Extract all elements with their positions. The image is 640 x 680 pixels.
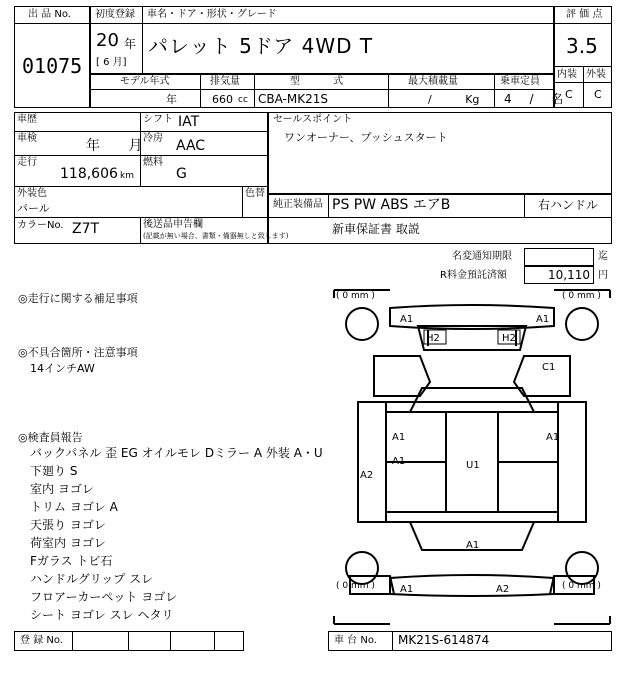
color-no-label: カラーNo. [17,220,64,231]
recycle-unit: 円 [598,270,608,281]
equipment: PS PW ABS エアB [332,197,451,213]
tire-label-rr: ( 0 mm ) [562,581,601,591]
car-damage-diagram [330,286,614,628]
inspector-line: 荷室内 ヨゴレ [30,536,106,550]
defects-label: ◎不具合箇所・注意事項 [18,346,138,359]
recycle-label: R料金預託済額 [440,270,507,281]
displacement-label: 排気量 [210,76,240,87]
exterior-label: 外装 [586,69,606,80]
name-change-unit: 迄 [598,251,608,262]
first-reg-year-unit: 年 [124,37,137,51]
inspector-label: ◎検査員報告 [18,431,83,444]
max-load-unit: / Kg [428,93,480,106]
inspector-line: シート ヨゴレ スレ ヘタリ [30,608,174,622]
shift: IAT [178,114,200,130]
history-label: 車歴 [17,114,37,125]
inspector-line: フロアーカーペット ヨゴレ [30,590,178,604]
mileage: 118,606 [60,166,118,182]
mark-rear-bumper-left: A1 [400,584,414,595]
tire-label-fl: ( 0 mm ) [336,291,375,301]
ac: AAC [176,138,206,154]
score-label: 評 価 点 [566,9,603,20]
chassis-no: MK21S-614874 [398,633,490,647]
mark-front-bumper-left: A1 [400,314,414,325]
mark-roof: U1 [466,460,480,471]
mark-headlight-left: H2 [426,333,440,344]
ac-label: 冷房 [143,133,163,144]
capacity-label: 乗車定員 [500,76,540,87]
lot-no: 01075 [22,54,83,78]
handle: 右ハンドル [538,198,599,212]
displacement: 660 [212,93,233,106]
inspector-line: バックパネル 歪 EG オイルモレ Dミラー A 外装 A・U [30,446,323,460]
mileage-label: 走行 [17,157,37,168]
recycle-value: 10,110 [548,268,590,282]
mark-left-front-door: A1 [392,432,406,443]
inspection-label: 車検 [17,133,37,144]
inspector-line: トリム ヨゴレ A [30,500,118,514]
mark-front-bumper-right: A1 [536,314,550,325]
tire-front-right [566,308,598,340]
mark-left-rear-door: A1 [392,456,406,467]
shift-label: シフト [143,114,173,125]
inspector-line: ハンドルグリップ スレ [30,572,154,586]
mark-right-front-door: A1 [546,432,560,443]
interior-grade: C [565,88,573,101]
mark-rear-bumper-right: A2 [496,584,510,595]
model-type: CBA-MK21S [258,92,328,106]
name-change-value [524,248,594,266]
post-docs-label: 後送品申告欄 [143,219,203,230]
exterior-color-label: 外装色 [17,188,47,199]
tire-front-left [346,308,378,340]
exterior-color: パール [17,202,50,215]
mark-right-fender: C1 [542,362,556,373]
exterior-grade: C [594,88,602,101]
first-reg-month: [ 6 月] [96,57,127,68]
sales-point: ワンオーナー、プッシュスタート [284,131,448,144]
car-name: パレット 5ドア 4WD T [148,34,374,58]
bracket-bottom-left [334,616,390,624]
equipment-label: 純正装備品 [273,199,323,210]
score: 3.5 [566,34,598,58]
defects: 14インチAW [30,362,95,375]
displacement-unit: cc [238,95,248,105]
interior-label: 内装 [557,69,577,80]
car-name-label: 車名・ドア・形状・グレード [147,9,277,20]
color-no: Z7T [72,221,100,237]
mark-rear-glass: A1 [466,540,480,551]
capacity: 4 / 名 [504,92,564,106]
model-year-label: モデル年式 [120,76,170,87]
inspector-line: 天張り ヨゴレ [30,518,106,532]
mileage-unit: km [120,171,134,181]
chassis-label: 車 台 No. [334,635,377,646]
tire-label-fr: ( 0 mm ) [562,291,601,301]
reg-no-label: 登 録 No. [20,635,63,646]
type-label: 型 式 [290,76,344,87]
bracket-bottom-right [554,616,610,624]
color-change-label: 色替 [245,188,265,199]
fuel: G [176,166,187,182]
sales-point-label: セールスポイント [273,114,353,125]
inspector-line: 室内 ヨゴレ [30,482,94,496]
mark-headlight-right: H2 [502,333,516,344]
rear-bumper-outline [390,575,554,596]
driving-notes-label: ◎走行に関する補足事項 [18,292,138,305]
max-load-label: 最大積載量 [408,76,458,87]
model-year-unit: 年 [166,93,177,106]
inspector-line: Fガラス トビ石 [30,554,113,568]
right-doors-outline [498,412,558,512]
windshield-outline [410,388,534,412]
post-docs-note: (記載が無い場合、書類・備器無しと致します) [143,232,289,240]
mark-left-quarter: A2 [360,470,374,481]
first-reg-label: 初度登録 [95,9,135,20]
lot-no-label: 出 品 No. [28,9,71,20]
inspector-line: 下廻り S [30,464,78,478]
name-change-label: 名変通知期限 [452,251,512,262]
first-reg-year: 20 [96,30,119,51]
tire-label-rl: ( 0 mm ) [336,581,375,591]
fuel-label: 燃料 [143,157,163,168]
inspection-value: 年 月 [86,138,143,154]
warranty: 新車保証書 取説 [332,222,420,236]
